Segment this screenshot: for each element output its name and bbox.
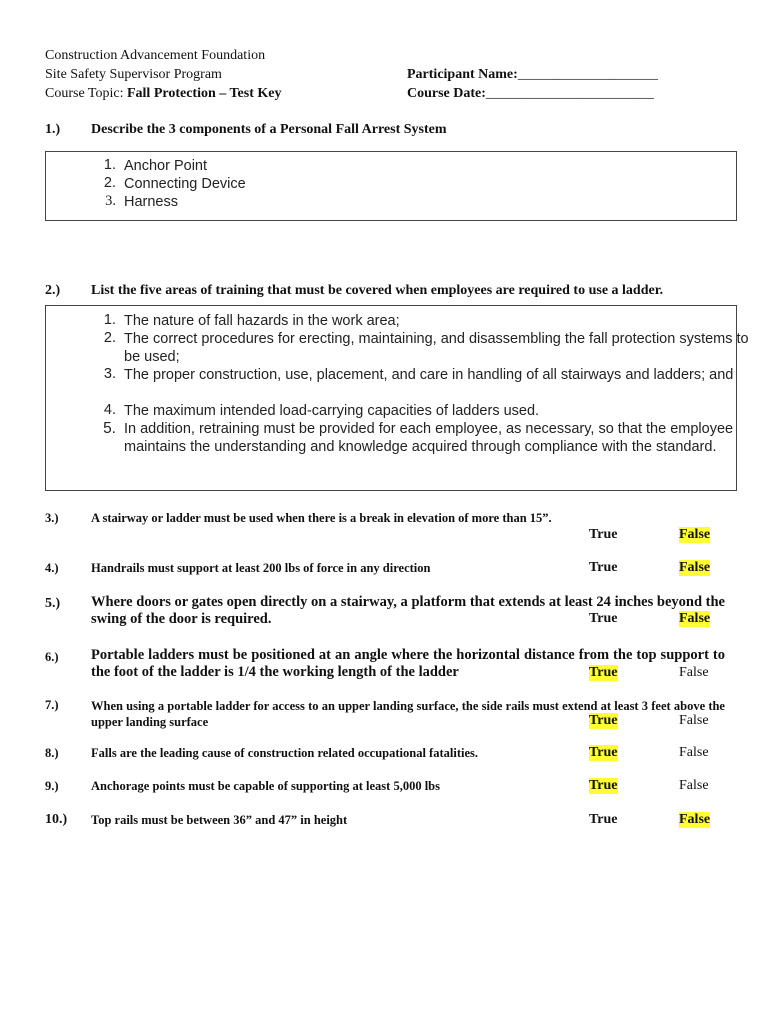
q7-number: 7.) — [45, 698, 59, 712]
q1-number: 1.) — [45, 122, 61, 137]
item-text: The maximum intended load-carrying capacities of ladders used. — [124, 403, 540, 419]
item-text: The proper construction, use, placement, and care in handling of all stairways and ladders; and — [124, 367, 734, 383]
q7-text: When using a portable ladder for access to an upper landing surface, the side rails must extend at least 3 feet above the upper landing surface — [91, 699, 725, 729]
q2-number: 2.) — [45, 283, 61, 298]
item-number: 4. — [103, 402, 116, 418]
item-text: The correct procedures for erecting, maintaining, and disassembling the fall protection systems to be used; — [124, 331, 749, 365]
q1-text: Describe the 3 components of a Personal Fall Arrest System — [91, 122, 447, 137]
q10-number: 10.) — [45, 812, 68, 827]
q4-text: Handrails must support at least 200 lbs of force in any direction — [91, 561, 431, 575]
q10-false-option[interactable]: False — [679, 812, 711, 827]
q5-number: 5.) — [45, 596, 61, 611]
q5-text: Where doors or gates open directly on a stairway, a platform that extends at least 24 inches beyond the swing of the door is required. — [91, 594, 725, 627]
course-date-field[interactable] — [407, 84, 654, 103]
q2-answer-box — [45, 305, 749, 491]
q8-number: 8.) — [45, 746, 59, 760]
participant-name-label: Participant Name: — [407, 67, 518, 82]
item-number: 3. — [105, 193, 116, 209]
course-date-line[interactable]: ________________________ — [485, 86, 654, 101]
item-text: Harness — [124, 194, 178, 210]
q8-text: Falls are the leading cause of construction related occupational fatalities. — [91, 746, 478, 760]
q10-text: Top rails must be between 36” and 47” in height — [91, 813, 348, 827]
item-text: The nature of fall hazards in the work area; — [124, 313, 400, 329]
q2-text: List the five areas of training that must be covered when employees are required to use a ladder. — [91, 283, 664, 298]
q9-text: Anchorage points must be capable of supporting at least 5,000 lbs — [91, 779, 440, 793]
q6-text: Portable ladders must be positioned at an angle where the horizontal distance from the top support to the foot of the ladder is 1/4 the working length of the ladder — [91, 647, 725, 680]
item-text: In addition, retraining must be provided for each employee, as necessary, so that the employee maintains the understanding and knowledge acquired through compliance with the standard. — [124, 421, 734, 455]
q9-false-option[interactable]: False — [679, 778, 709, 793]
q3-text: A stairway or ladder must be used when there is a break in elevation of more than 15”. — [91, 511, 552, 525]
q8-false-option[interactable]: False — [679, 745, 709, 760]
participant-name-line[interactable]: ____________________ — [517, 67, 658, 82]
q6-true-option[interactable]: True — [589, 665, 618, 680]
item-number: 2. — [103, 175, 116, 191]
q1-answer-box — [45, 151, 737, 221]
program-name: Site Safety Supervisor Program — [45, 67, 222, 82]
q7-false-option[interactable]: False — [679, 713, 709, 728]
q6-false-option[interactable]: False — [679, 665, 709, 680]
item-number: 3. — [103, 366, 116, 382]
q4-false-option[interactable]: False — [679, 560, 711, 575]
item-number: 1. — [103, 157, 116, 173]
q6-number: 6.) — [45, 650, 59, 664]
item-text: Connecting Device — [124, 176, 246, 192]
q3-false-option[interactable]: False — [679, 527, 711, 542]
item-number: 2. — [103, 330, 116, 346]
q4-true-option[interactable]: True — [589, 560, 618, 575]
q7-true-option[interactable]: True — [589, 713, 618, 728]
course-topic-value: Fall Protection – Test Key — [126, 86, 282, 101]
q5-false-option[interactable]: False — [679, 611, 711, 626]
course-date-label: Course Date: — [407, 86, 486, 101]
q5-true-option[interactable]: True — [589, 611, 618, 626]
q3-true-option[interactable]: True — [589, 527, 618, 542]
q8-true-option[interactable]: True — [589, 745, 618, 760]
item-text: Anchor Point — [124, 158, 208, 174]
course-topic-label: Course Topic: — [45, 86, 127, 101]
q10-true-option[interactable]: True — [589, 812, 618, 827]
course-topic — [45, 84, 281, 103]
q9-number: 9.) — [45, 779, 59, 793]
q4-number: 4.) — [45, 561, 59, 575]
q9-true-option[interactable]: True — [589, 778, 618, 793]
item-number: 5. — [103, 420, 116, 437]
item-number: 1. — [103, 312, 116, 328]
q3-number: 3.) — [45, 511, 59, 525]
participant-name-field[interactable] — [407, 65, 658, 84]
org-name: Construction Advancement Foundation — [45, 48, 266, 63]
